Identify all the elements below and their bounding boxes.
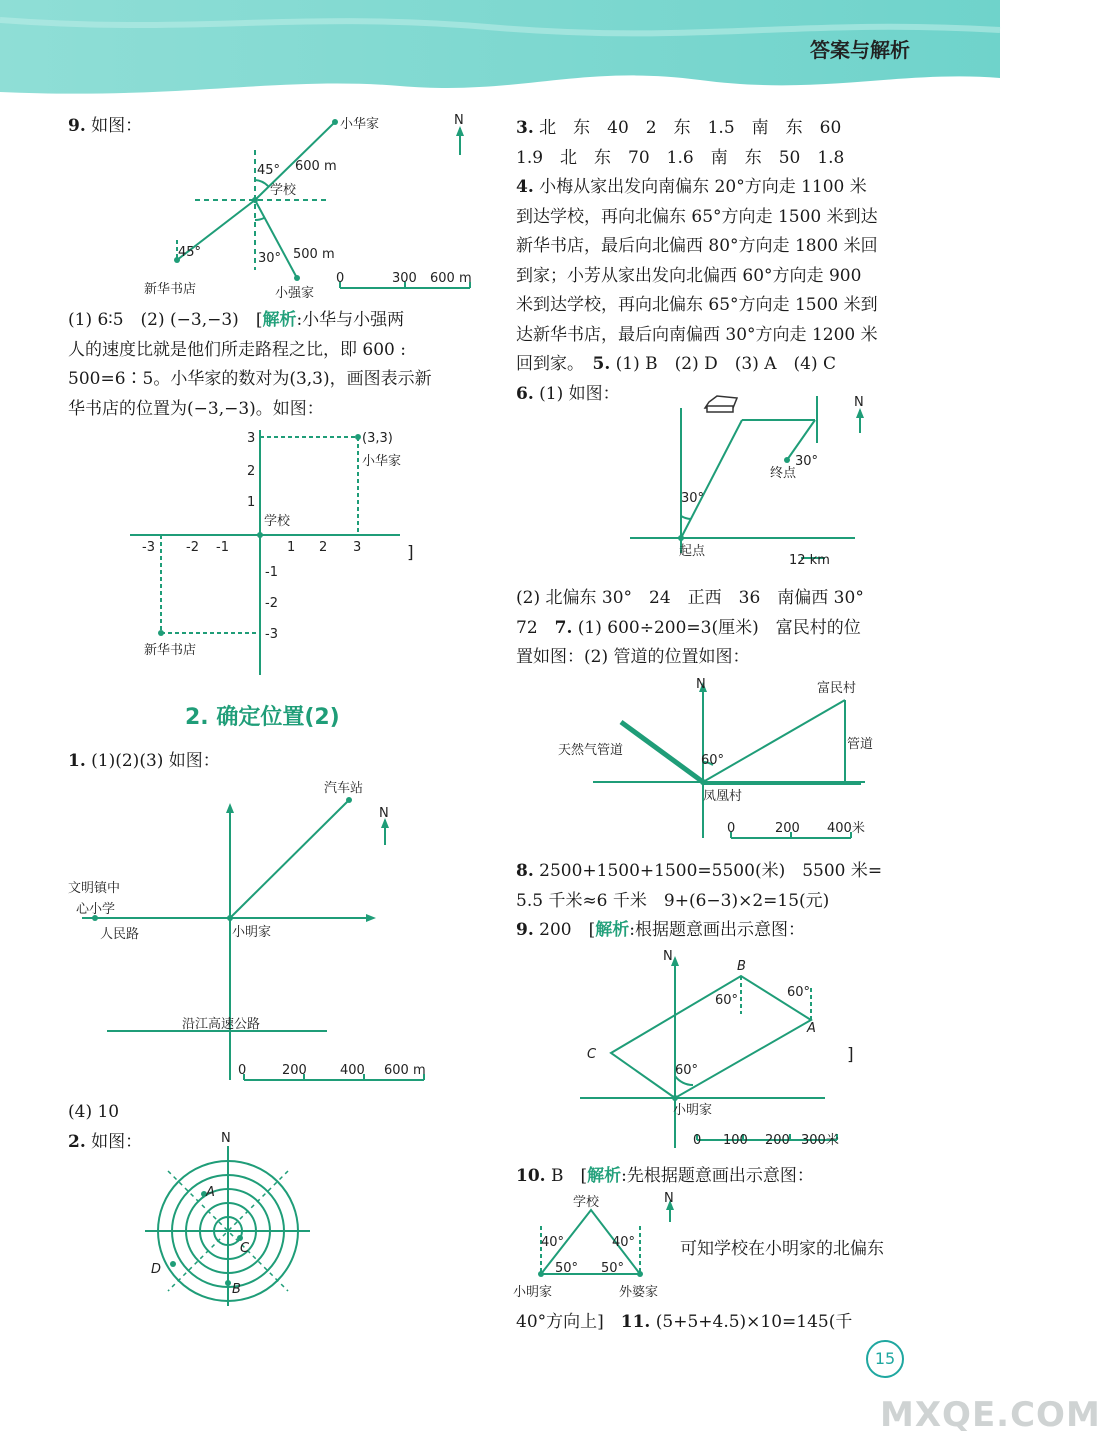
q9-line-1: (1) 6∶5 (2) (−3,−3) [ — [68, 310, 263, 330]
grid-xm3: -3 — [142, 540, 155, 555]
q6-angle-30b: 30° — [795, 454, 819, 469]
grid-shop: 新华书店 — [144, 643, 197, 658]
q9-north: N — [454, 113, 464, 128]
rq9-text: 200 [ — [533, 920, 596, 940]
left-q9-title — [68, 112, 142, 142]
page-number: 15 — [866, 1340, 904, 1378]
q9-jiexi: 解析 — [262, 310, 297, 330]
q2-number: 2. — [68, 1131, 86, 1152]
q7-line-2: 置如图：(2) 管道的位置如图： — [516, 647, 750, 667]
q11-number: 11. — [620, 1312, 651, 1332]
q7-pre: 72 — [516, 617, 555, 638]
q1-scale-600: 600 m — [384, 1063, 426, 1078]
q9-scale-300: 300 — [392, 271, 417, 286]
q1-school-l2: 心小学 — [76, 902, 116, 917]
q2-point-d: D — [151, 1262, 162, 1277]
watermark: MXQE.COM — [880, 1395, 1101, 1435]
q7-pipe: 管道 — [847, 737, 874, 752]
right-mid-block — [516, 584, 936, 673]
q7-gas: 天然气管道 — [558, 743, 624, 758]
q4-line-7: 回到家。 — [516, 354, 593, 374]
q10-angle-40l: 40° — [541, 1235, 565, 1250]
grid-x3: 3 — [353, 540, 362, 555]
q7-text: (1) 600÷200=3(厘米) 富民村的位 — [572, 617, 861, 638]
q10-end: 40°方向上] — [516, 1312, 621, 1332]
q9-answer-block — [68, 306, 432, 424]
q5-number: 5. — [592, 354, 611, 374]
rq9-angle-a: 60° — [787, 985, 811, 1000]
q7-number: 7. — [554, 617, 573, 638]
q5-text: (1) B (2) D (3) A (4) C — [610, 354, 836, 374]
q9-scale-600: 600 m — [430, 271, 472, 286]
q2-text: 如图： — [85, 1131, 143, 1152]
q9-figure — [140, 110, 490, 310]
rq9-north: N — [663, 949, 673, 964]
rq9-tail: :根据题意画出示意图： — [629, 920, 805, 940]
q2-point-b: B — [232, 1282, 241, 1297]
q4-number: 4. — [516, 177, 534, 197]
q1-north: N — [379, 806, 389, 821]
grid-x2: 2 — [319, 540, 328, 555]
q10-grandma: 外婆家 — [619, 1285, 659, 1300]
q7-scale-400: 400米 — [827, 821, 865, 836]
q2-north: N — [221, 1131, 231, 1146]
q10-angle-50r: 50° — [601, 1261, 625, 1276]
q1-road: 人民路 — [100, 927, 140, 942]
right-q8-block — [516, 857, 936, 946]
right-top-block — [516, 114, 936, 409]
grid-y3: 3 — [247, 431, 256, 446]
section-title: 2. 确定位置(2) — [185, 705, 340, 730]
grid-bracket: ] — [407, 543, 414, 563]
q9-line-3: 500=6∶5。小华家的数对为(3,3)，画图表示新 — [68, 369, 432, 389]
q7-fh: 凤凰村 — [703, 789, 743, 804]
grid-xm1: -1 — [216, 540, 229, 555]
rq9-scale-100: 100 — [723, 1133, 748, 1148]
q9-angle-45b: 45° — [178, 245, 202, 260]
q8-line-2: 5.5 千米≈6 千米 9+(6−3)×2=15(元) — [516, 890, 830, 911]
q10-north: N — [664, 1191, 674, 1206]
q10-jiexi: 解析 — [587, 1166, 622, 1186]
grid-ym2: -2 — [265, 596, 278, 611]
q1-part4-text: (4) 10 — [68, 1102, 120, 1122]
q4-line-2: 到达学校，再向北偏东 65°方向走 1500 米到达 — [516, 206, 878, 227]
q6-text: (1) 如图： — [533, 383, 620, 404]
q9-home-xh: 小华家 — [340, 117, 380, 132]
q6-number: 6. — [516, 383, 534, 404]
rq9-angle-b: 60° — [715, 993, 739, 1008]
q1-part4 — [68, 1098, 142, 1157]
q4-line-4: 到家；小芳从家出发向北偏西 60°方向走 900 — [516, 265, 862, 286]
q1-station: 汽车站 — [324, 781, 364, 796]
right-q10-block — [516, 1162, 936, 1192]
q9-angle-45: 45° — [257, 163, 281, 178]
rq9-number: 9. — [516, 920, 534, 940]
q9-angle-30: 30° — [258, 251, 282, 266]
q3-number: 3. — [516, 118, 534, 138]
q1-text: (1)(2)(3) 如图： — [85, 751, 220, 771]
q10-angle-40r: 40° — [612, 1235, 636, 1250]
q10-school: 学校 — [573, 1195, 600, 1210]
coord-grid-figure — [120, 425, 430, 680]
rq9-scale-300: 300米 — [801, 1133, 839, 1148]
rq9-home: 小明家 — [673, 1103, 713, 1118]
q1-number: 1. — [68, 751, 86, 771]
q2-figure — [140, 1128, 320, 1308]
q9-line-4: 华书店的位置为(−3,−3)。如图： — [68, 398, 324, 419]
grid-ym1: -1 — [265, 565, 278, 580]
q6-figure — [625, 388, 885, 568]
q2-point-c: C — [240, 1241, 250, 1256]
q7-angle-60: 60° — [701, 753, 725, 768]
q4-line-1: 小梅从家出发向南偏东 20°方向走 1100 米 — [533, 177, 867, 197]
grid-school: 学校 — [264, 514, 291, 529]
q8-line-1: 2500+1500+1500=5500(米) 5500 米= — [533, 861, 883, 881]
rq9-bracket: ] — [847, 1045, 854, 1065]
q11-text: (5+5+4.5)×10=145(千 — [650, 1312, 853, 1332]
q10-home: 小明家 — [513, 1285, 553, 1300]
q9-number: 9. — [68, 116, 86, 136]
rq9-point-b: B — [737, 959, 746, 974]
q8-number: 8. — [516, 861, 534, 881]
rq9-jiexi: 解析 — [595, 920, 630, 940]
q9-shop: 新华书店 — [144, 282, 197, 297]
q3-line-2: 1.9 北 东 70 1.6 南 东 50 1.8 — [516, 147, 845, 168]
q7-figure — [555, 670, 885, 850]
q10-angle-50l: 50° — [555, 1261, 579, 1276]
q9-dist-500: 500 m — [293, 247, 335, 262]
q10-text: B [ — [545, 1166, 588, 1186]
q9-school: 学校 — [270, 183, 297, 198]
q6-start: 起点 — [679, 544, 706, 559]
q6-end: 终点 — [770, 466, 797, 481]
grid-y2: 2 — [247, 464, 256, 479]
q1-school-l1: 文明镇中 — [68, 881, 121, 896]
q6-scale: 12 km — [789, 553, 830, 568]
q9-scale-0: 0 — [336, 271, 345, 286]
q4-line-3: 新华书店，最后向北偏西 80°方向走 1800 米回 — [516, 236, 878, 256]
grid-x1: 1 — [287, 540, 296, 555]
q6-answer-line: (2) 北偏东 30° 24 正西 36 南偏西 30° — [516, 588, 864, 608]
q7-north: N — [696, 677, 706, 692]
rq9-figure — [575, 948, 875, 1153]
q3-line-1: 北 东 40 2 东 1.5 南 东 60 — [539, 118, 842, 138]
q9-dist-600: 600 m — [295, 159, 337, 174]
left-q1-title — [68, 747, 220, 777]
q1-home: 小明家 — [232, 925, 272, 940]
grid-ym3: -3 — [265, 627, 278, 642]
q1-scale-200: 200 — [282, 1063, 307, 1078]
q9-line-2: 人的速度比就是他们所走路程之比，即 600 : — [68, 339, 406, 360]
grid-point: (3,3) — [362, 431, 393, 446]
q7-scale-0: 0 — [727, 821, 736, 836]
right-q11-block — [516, 1308, 936, 1338]
q6-north: N — [854, 395, 864, 410]
rq9-point-c: C — [587, 1047, 597, 1062]
grid-y1: 1 — [247, 495, 256, 510]
q9-line-1-tail: :小华与小强两 — [296, 310, 405, 330]
q7-village: 富民村 — [817, 681, 857, 696]
q9-text: 如图： — [85, 116, 143, 136]
q10-side: 可知学校在小明家的北偏东 — [680, 1239, 884, 1259]
q9-home-xq: 小强家 — [275, 286, 315, 301]
q4-line-6: 达新华书店，最后向南偏西 30°方向走 1200 米 — [516, 324, 878, 345]
q10-side-text — [680, 1235, 884, 1265]
q1-scale-0: 0 — [238, 1063, 247, 1078]
q2-point-a: A — [206, 1185, 215, 1200]
rq9-point-a: A — [807, 1021, 816, 1036]
rq9-angle-h: 60° — [675, 1063, 699, 1078]
q10-tail: :先根据题意画出示意图： — [621, 1166, 814, 1186]
q7-scale-200: 200 — [775, 821, 800, 836]
q4-line-5: 米到达学校，再向北偏东 65°方向走 1500 米到 — [516, 295, 878, 315]
header-title: 答案与解析 — [810, 38, 910, 62]
grid-home: 小华家 — [362, 454, 402, 469]
q1-figure — [62, 775, 442, 1095]
q10-number: 10. — [516, 1166, 546, 1186]
rq9-scale-200: 200 — [765, 1133, 790, 1148]
q6-angle-30: 30° — [681, 491, 705, 506]
q10-figure — [505, 1192, 680, 1304]
q1-highway: 沿江高速公路 — [182, 1017, 261, 1032]
grid-xm2: -2 — [186, 540, 199, 555]
q1-scale-400: 400 — [340, 1063, 365, 1078]
rq9-scale-0: 0 — [693, 1133, 702, 1148]
